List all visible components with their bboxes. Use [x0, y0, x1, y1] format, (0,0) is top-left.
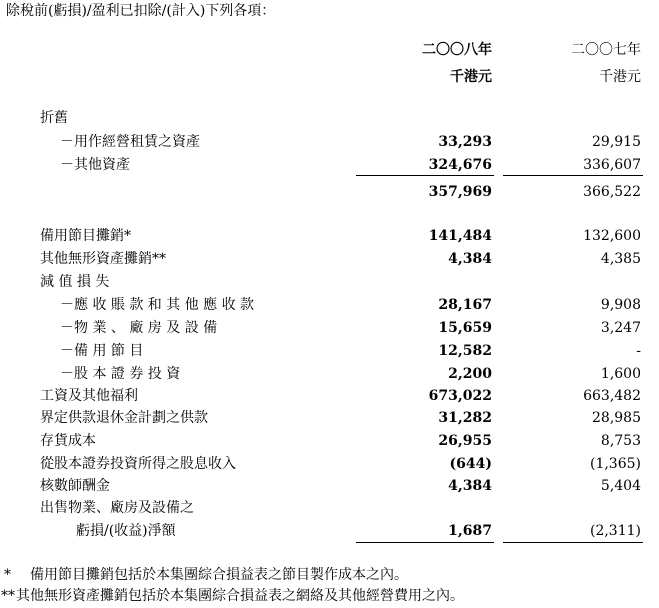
value-2007: (1,365) [589, 456, 641, 472]
row-label: 工資及其他福利 [40, 388, 138, 404]
value-2007: 9,908 [600, 297, 641, 313]
value-2008: 673,022 [428, 388, 492, 404]
subtotal-rule-2007 [503, 175, 643, 176]
row-label: －其他資產 [60, 157, 130, 173]
row-label: －備 用 節 目 [60, 343, 144, 359]
row-label: 出售物業、廠房及設備之 [40, 500, 194, 516]
value-2007: 132,600 [583, 228, 641, 244]
value-2008: 324,676 [428, 157, 492, 173]
value-2008: 28,167 [438, 297, 492, 313]
row-label: 其他無形資產攤銷** [40, 251, 166, 267]
value-2008: 1,687 [448, 523, 492, 539]
footnote-mark: ** [1, 588, 15, 604]
row-label: 減 值 損 失 [40, 274, 110, 290]
row-label: 虧損/(收益)淨額 [76, 523, 176, 539]
column-year-2007: 二〇〇七年 [571, 42, 641, 58]
value-2008: 15,659 [438, 320, 492, 336]
footnote-text: 其他無形資產攤銷包括於本集團綜合損益表之網絡及其他經營費用之內。 [16, 588, 464, 604]
value-2007: 336,607 [583, 157, 641, 173]
row-label: 備用節目攤銷* [40, 228, 131, 244]
row-label: －物 業 、 廠 房 及 設 備 [60, 320, 218, 336]
value-2007: 29,915 [592, 134, 641, 150]
row-label: 核數師酬金 [40, 478, 110, 494]
subtotal-rule-2008 [356, 175, 494, 176]
value-2007: (2,311) [589, 523, 641, 539]
value-2007: 366,522 [583, 184, 641, 200]
heading: 除稅前(虧損)/盈利已扣除/(計入)下列各項： [6, 3, 276, 19]
value-2007: 28,985 [592, 410, 641, 426]
value-2008: 4,384 [448, 251, 492, 267]
value-2007: 1,600 [600, 366, 641, 382]
value-2008: 12,582 [438, 343, 492, 359]
value-2008: (644) [449, 456, 492, 472]
footnote-mark: * [4, 567, 11, 583]
value-2008: 141,484 [428, 228, 492, 244]
row-label: －股 本 證 券 投 資 [60, 366, 181, 382]
value-2007: 3,247 [600, 320, 641, 336]
row-label: 界定供款退休金計劃之供款 [40, 410, 208, 426]
value-2007: 5,404 [600, 478, 641, 494]
column-year-2008: 二〇〇八年 [422, 42, 492, 58]
value-2007: - [636, 343, 641, 359]
total-rule-2007 [503, 542, 643, 543]
value-2008: 31,282 [438, 410, 492, 426]
value-2007: 8,753 [600, 433, 641, 449]
row-label: 折舊 [40, 110, 68, 126]
value-2008: 4,384 [448, 478, 492, 494]
value-2008: 2,200 [448, 366, 492, 382]
row-label: 存貨成本 [40, 433, 96, 449]
row-label: 從股本證券投資所得之股息收入 [40, 456, 236, 472]
row-label: －應 收 賬 款 和 其 他 應 收 款 [60, 297, 255, 313]
total-rule-2008 [356, 542, 494, 543]
value-2008: 357,969 [428, 184, 492, 200]
column-unit-2008: 千港元 [450, 69, 492, 85]
column-unit-2007: 千港元 [599, 69, 641, 85]
value-2008: 33,293 [438, 134, 492, 150]
value-2007: 4,385 [600, 251, 641, 267]
value-2007: 663,482 [583, 388, 641, 404]
footnote-text: 備用節目攤銷包括於本集團綜合損益表之節目製作成本之內。 [30, 567, 408, 583]
row-label: －用作經營租賃之資產 [60, 134, 200, 150]
value-2008: 26,955 [438, 433, 492, 449]
